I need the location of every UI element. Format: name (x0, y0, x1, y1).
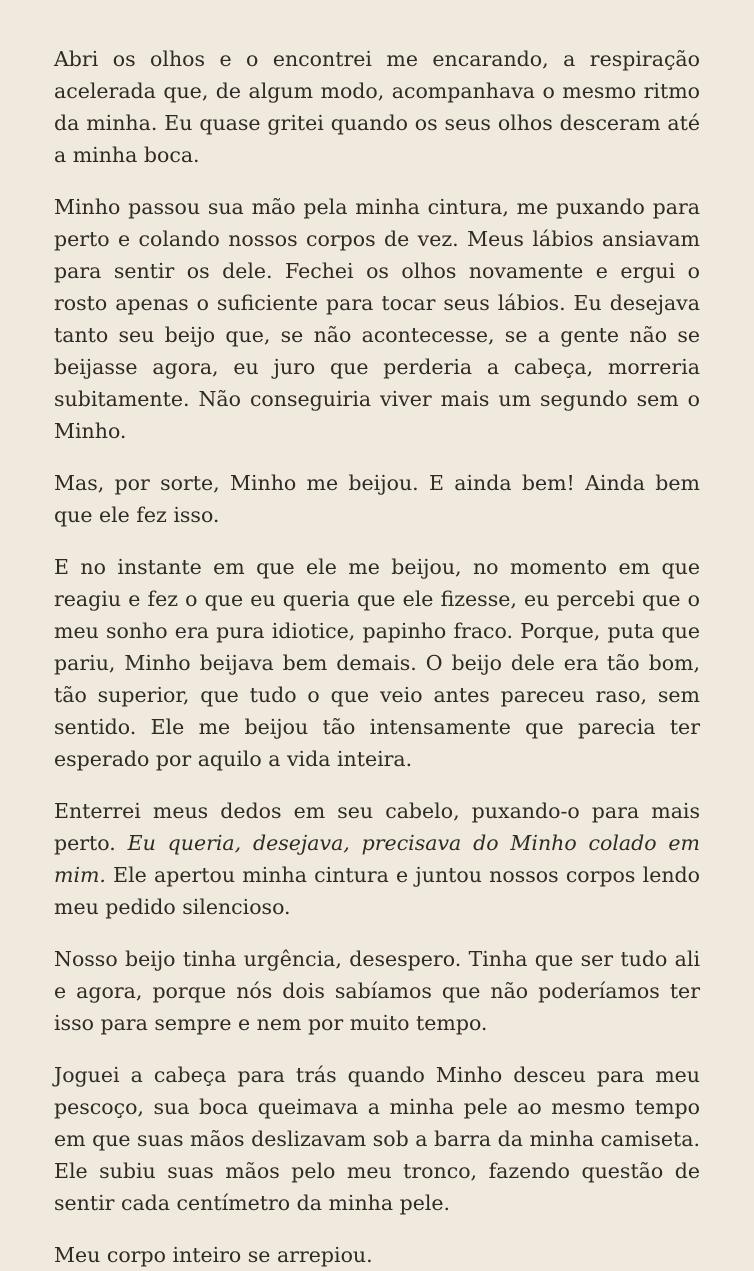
paragraph-8: Meu corpo inteiro se arrepiou. (54, 1243, 373, 1267)
paragraph-5 (54, 795, 700, 923)
paragraph-1: Abri os olhos e o encontrei me encarando, a respiração acelerada que, de algum modo, acompanhava o mesmo ritmo da minha. Eu quase gritei quando os seus olhos desceram até a minha boca. (54, 47, 700, 167)
paragraph-7: Joguei a cabeça para trás quando Minho desceu para meu pescoço, sua boca queimava a minha pele ao mesmo tempo em que suas mãos deslizavam sob a barra da minha camiseta. Ele subiu suas mãos pelo meu tronco, fazendo questão de sentir cada centímetro da minha pele. (54, 1063, 701, 1215)
paragraph-2: Minho passou sua mão pela minha cintura, me puxando para perto e colando nossos corpos de vez. Meus lábios ansiavam para sentir os dele. Fechei os olhos novamente e ergui o rosto apenas o suficiente para tocar seus lábios. Eu desejava tanto seu beijo que, se não acontecesse, se a gente não se beijasse agora, eu juro que perderia a cabeça, morreria subitamente. Não conseguiria viver mais um segundo sem o Minho. (54, 195, 700, 443)
paragraph-6: Nosso beijo tinha urgência, desespero. Tinha que ser tudo ali e agora, porque nós dois sabíamos que não poderíamos ter isso para sempre e nem por muito tempo. (54, 947, 700, 1035)
paragraph-3: Mas, por sorte, Minho me beijou. E ainda bem! Ainda bem que ele fez isso. (54, 471, 700, 527)
paragraph-4: E no instante em que ele me beijou, no momento em que reagiu e fez o que eu queria que ele fizesse, eu percebi que o meu sonho era pura idiotice, papinho fraco. Porque, puta que pariu, Minho beijava bem demais. O beijo dele era tão bom, tão superior, que tudo o que veio antes pareceu raso, sem sentido. Ele me beijou tão intensamente que parecia ter esperado por aquilo a vida inteira. (54, 555, 700, 771)
paragraph-5-start: Enterrei meus dedos em seu cabelo, puxando-o para mais perto. (54, 799, 700, 855)
book-page (54, 43, 700, 1271)
paragraph-5-end: Ele apertou minha cintura e juntou nossos corpos lendo meu pedido silencioso. (54, 863, 700, 919)
paragraph-5-italic: Eu queria, desejava, precisava do Minho colado em mim. (54, 831, 700, 887)
